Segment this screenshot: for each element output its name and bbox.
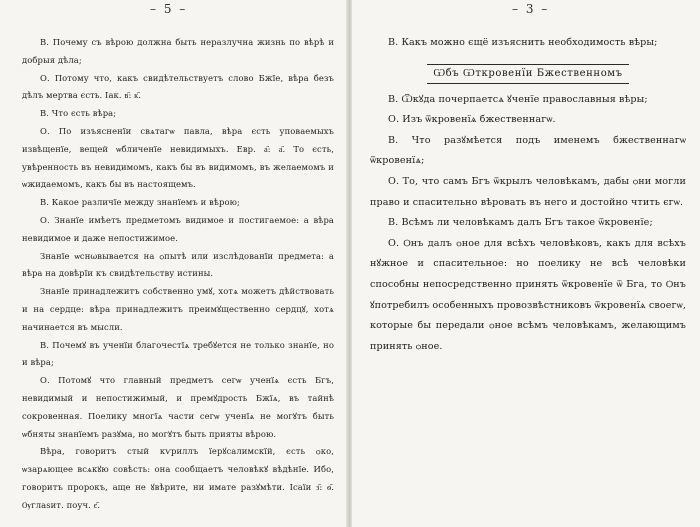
paragraph: В. Почему съ вѣрою должна быть неразлучна жизнь по вѣрѣ и добрыя дѣла; <box>22 37 334 65</box>
paragraph: В. Всѣмъ ли человѣкамъ далъ Бгъ такое ѿкровенїе; <box>388 217 653 229</box>
right-page-number: – 3 – <box>512 2 550 16</box>
paragraph: О. То, что самъ Бгъ ѿкрылъ человѣкамъ, дабы ѻни могли право и спасительно вѣровать въ него и достойно чтить єгѡ. <box>370 175 686 208</box>
paragraph: О. Потому что, какъ свидѣтельствуетъ слово Бжїе, вѣра безъ дѣлъ мертва єсть. Іак. в҃: к҃. <box>22 72 334 101</box>
paragraph: В. Ѿкꙋда почерпаетсѧ ꙋченїе православныя вѣры; <box>388 93 648 105</box>
paragraph: О. По изъясненїи свѧтагѡ павла, вѣра єсть уповаемыхъ извѣщенїе, вещей ѡбличенїе невидимыхъ. Евр. а҃: а҃. То єсть, увѣренность въ невидимомъ, какъ бы въ видимомъ, въ желаемомъ и ѡжидаемомъ, какъ бы въ настоящемъ. <box>22 125 334 190</box>
paragraph: Знанїе ѡснωвывается на ѻпытѣ или изслѣдованїи предмета: а вѣра на довѣрїи къ свидѣтельству истины. <box>22 250 334 279</box>
paragraph: В. Какое различїе между знанїемъ и вѣрою; <box>40 197 240 208</box>
paragraph: О. Ѻнъ далъ ѻное для всѣхъ человѣковъ, какъ для всѣхъ нꙋжное и спасительное: но поелику не всѣ человѣки способны непосредственно принять ѿкровенїе ѿ Бга, то Ѻнъ ꙋпотребилъ особенныхъ провозвѣстниковъ ѿкровенїѧ своегѡ, которые бы передали ѻное всѣмъ человѣкамъ, желающимъ принять ѻное. <box>370 237 686 352</box>
paragraph: Вѣра, говоритъ стый кѵриллъ їерꙋсалимскїй, єсть ѻко, ѡзарѧющее всѧкꙋю совѣсть: она сообщаетъ человѣкꙋ вѣдѣнїе. Ибо, говоритъ пророкъ, аще не ꙋвѣрите, ни имате разꙋмѣти. Ісаїи з҃: ѳ҃. Ѹглаѕит. поуч. є҃. <box>22 446 334 510</box>
left-page-number: – 5 – <box>150 2 188 16</box>
paragraph: В. Что єсть вѣра; <box>40 108 117 119</box>
paragraph: В. Что разꙋмѣется подъ именемъ бжественнагѡ ѿкровенїѧ; <box>370 134 686 167</box>
right-page-text <box>370 33 686 357</box>
paragraph: Знанїе принадлежитъ собственно умꙋ, хотѧ можетъ дѣйствовать и на сердце: вѣра принадлежитъ преимꙋщественно сердцꙋ, хотѧ начинается въ мысли. <box>22 286 334 332</box>
paragraph: В. Почемꙋ въ ученїи благочестїѧ требꙋется не только знанїе, но и вѣра; <box>22 339 334 368</box>
section-heading <box>370 64 686 84</box>
section-heading-text: Ѡбъ Ѡткровенїи Бжественномъ <box>427 64 628 84</box>
paragraph: В. Какъ можно єщё изъяснить необходимость вѣры; <box>388 37 658 48</box>
paragraph: О. Знанїе имѣетъ предметомъ видимое и постигаемое: а вѣра невидимое и даже непостижимое. <box>22 214 334 243</box>
left-page-text <box>22 34 334 515</box>
paragraph: О. Потомꙋ что главный предметъ сегѡ ученїѧ єсть Бгъ, невидимый и непостижимый, и премꙋдрость Бжїѧ, въ тайнѣ сокровенная. Поелику многїѧ части сегѡ ученїѧ не могꙋтъ быть ѡбняты знанїемъ разꙋма, но могꙋтъ быть прияты вѣрою. <box>22 375 334 439</box>
right-page <box>352 0 700 527</box>
paragraph: О. Изъ ѿкровенїѧ бжественнагѡ. <box>388 114 556 126</box>
